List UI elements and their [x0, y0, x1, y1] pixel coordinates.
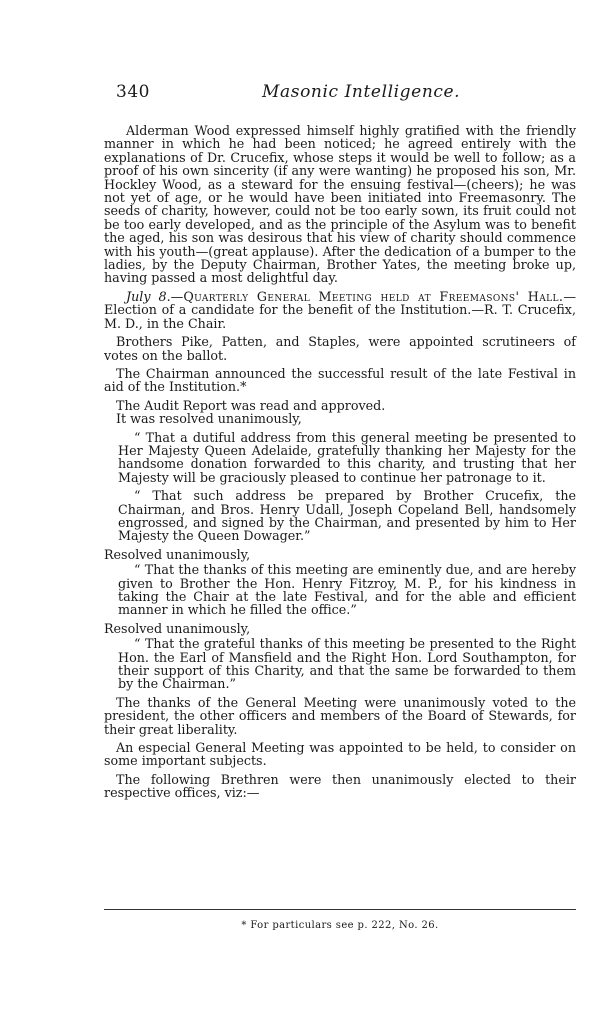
- meeting-date: July 8.—: [126, 288, 184, 304]
- resolved-unanimously-2: Resolved unanimously,: [104, 546, 251, 562]
- quote-thanks-fitzroy: “ That the thanks of this meeting are eminently due, and are hereby given to Brother the Hon. Henry Fitzroy, M. P., for his kindness in taking the Chair at the late Festival, and for the able and efficient manner in which he filled the office.”: [118, 562, 576, 618]
- paragraph-festival-result: The Chairman announced the successful result of the late Festival in aid of the Institution.*: [104, 365, 576, 395]
- meeting-details: —Election of a candidate for the benefit of the Institution.—R. T. Crucefix, M. D., in the Chair.: [104, 288, 577, 331]
- quote-address-prepared: “ That such address be prepared by Brother Crucefix, the Chairman, and Bros. Henry Udall, Joseph Copeland Bell, handsomely engrossed, and signed by the Chairman, and presented by him to Her Majesty the Queen Dowager.”: [118, 488, 576, 544]
- running-head: Masonic Intelligence.: [262, 82, 461, 102]
- page-header: [116, 82, 578, 110]
- footnote: * For particulars see p. 222, No. 26.: [241, 920, 439, 931]
- resolved-unanimously-3: Resolved unanimously,: [104, 620, 251, 636]
- paragraph-stewards-thanks: The thanks of the General Meeting were unanimously voted to the president, the other officers and members of the Board of Stewards, for their great liberality.: [104, 694, 576, 737]
- paragraph-audit-report: The Audit Report was read and approved.: [116, 397, 386, 413]
- quote-thanks-mansfield: “ That the grateful thanks of this meeting be presented to the Right Hon. the Earl of Mansfield and the Right Hon. Lord Southampton, for their support of this Charity, and that the same be forwarded to them by the Chairman.”: [118, 636, 576, 692]
- quote-dutiful-address: “ That a dutiful address from this general meeting be presented to Her Majesty Queen Adelaide, gratefully thanking her Majesty for the handsome donation forwarded to this charity, and trusting that her Majesty will be graciously pleased to continue her patronage to it.: [118, 429, 576, 485]
- body-text: [104, 124, 576, 805]
- paragraph-quarterly-meeting: [104, 290, 576, 330]
- paragraph-elected-brethren: The following Brethren were then unanimously elected to their respective offices, viz:—: [104, 771, 576, 801]
- paragraph-especial-meeting: An especial General Meeting was appointed to be held, to consider on some important subjects.: [104, 740, 576, 769]
- page-number: 340: [116, 82, 150, 102]
- meeting-heading: Quarterly General Meeting held at Freemasons' Hall.: [183, 288, 564, 304]
- paragraph-resolved-1: It was resolved unanimously,: [116, 411, 302, 427]
- paragraph-scrutineers: Brothers Pike, Patten, and Staples, were appointed scrutineers of votes on the ballot.: [104, 334, 576, 363]
- paragraph-alderman-wood: Alderman Wood expressed himself highly gratified with the friendly manner in which he had been noticed; he agreed entirely with the explanations of Dr. Crucefix, whose steps it would be well to follow; as a proof of his own sincerity (if any were wanting) he proposed his son, Mr. Hockley Wood, as a steward for the ensuing festival—(cheers); he was not yet of age, or he would have been initiated into Freemasonry. The seeds of charity, however, could not be too early sown, its fruit could not be too early developed, and as the principle of the Asylum was to benefit the aged, his son was desirous that his view of charity should commence with his youth—(great applause). After the dedication of a bumper to the ladies, by the Deputy Chairman, Brother Yates, the meeting broke up, having passed a most delightful day.: [104, 123, 576, 286]
- footnote-divider: [104, 909, 576, 910]
